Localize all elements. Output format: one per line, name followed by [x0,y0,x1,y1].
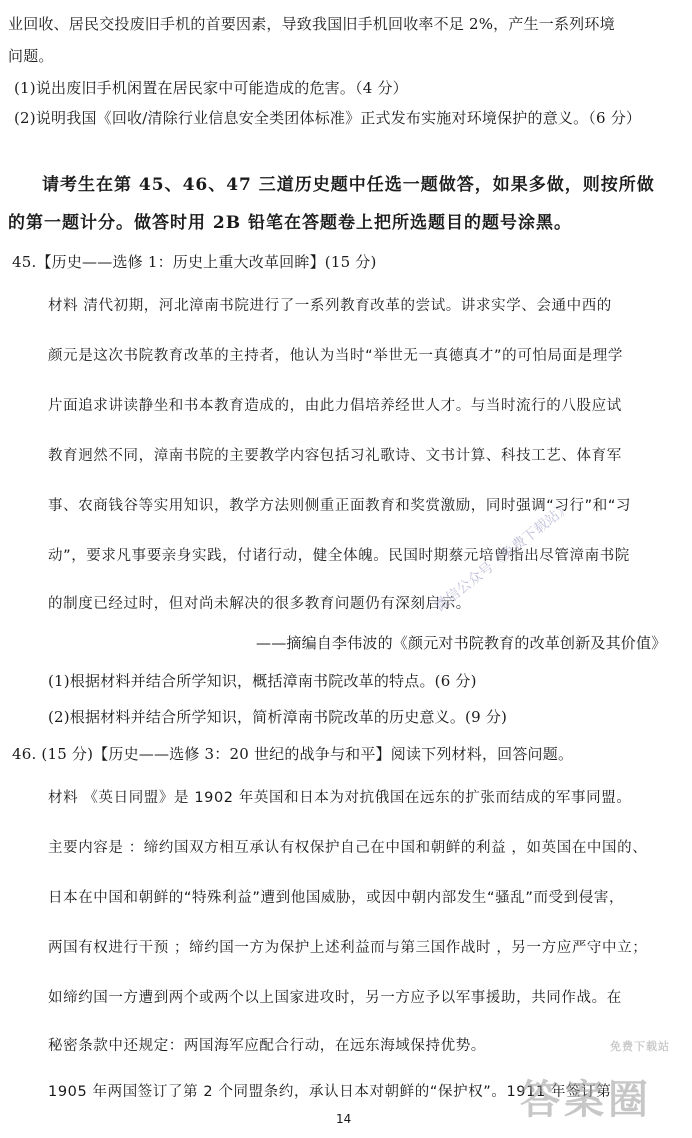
text-line: 问题。 [8,47,54,65]
material-line: 事、农商钱谷等实用知识，教学方法则侧重正面教育和奖赏激励，同时强调“习行”和“习 [48,498,632,514]
instruction-line: 请考生在第 45、46、47 三道历史题中任选一题做答，如果多做，则按所做 [42,175,655,195]
stamp-big-text: 答案圈 [520,1077,652,1123]
material-line: 两国有权进行干预 ；缔约国一方为保护上述利益而与第三国作战时 ，另一方应严守中立； [48,940,648,956]
material-line: 主要内容是 ：缔约国双方相互承认有权保护自己在中国和朝鲜的利益 ，如英国在中国的、 [48,840,648,856]
material-line: 日本在中国和朝鲜的“特殊利益”遭到他国威胁，或因中朝内部发生“骚乱”而受到侵害， [48,890,625,906]
material-line: 动”，要求凡事要亲身实践，付诸行动，健全体魄。民国时期蔡元培曾指出尽管漳南书院 [48,548,630,564]
material-line: 1905 年两国签订了第 2 个同盟条约，承认日本对朝鲜的“保护权”。1911 年签订第 [48,1084,612,1100]
stamp-small-text: 免费下载站 [610,1040,670,1053]
question-line: (1)根据材料并结合所学知识，概括漳南书院改革的特点。(6 分) [48,672,477,690]
material-line: 秘密条款中还规定：两国海军应配合行动，在远东海域保持优势。 [48,1038,486,1054]
material-line: 颜元是这次书院教育改革的主持者，他认为当时“举世无一真德真才”的可怕局面是理学 [48,348,623,364]
question-line: (2)说明我国《回收/清除行业信息安全类团体标准》正式发布实施对环境保护的意义。（6 分） [14,109,642,127]
question-heading: 45.【历史——选修 1：历史上重大改革回眸】(15 分) [12,253,377,271]
material-line: 教育迥然不同，漳南书院的主要教学内容包括习礼歌诗、文书计算、科技工艺、体育军 [48,448,622,464]
material-line: 片面追求讲读静坐和书本教育造成的，由此力倡培养经世人才。与当时流行的八股应试 [48,398,622,414]
question-line: (1)说出废旧手机闲置在居民家中可能造成的危害。（4 分） [14,79,408,97]
source-citation: ——摘编自李伟波的《颜元对书院教育的改革创新及其价值》 [256,634,667,652]
material-line: 材料 《英日同盟》是 1902 年英国和日本为对抗俄国在远东的扩张而结成的军事同盟。 [48,790,632,806]
question-heading: 46. (15 分)【历史——选修 3：20 世纪的战争与和平】阅读下列材料，回答问题。 [12,745,574,763]
page-number: 14 [336,1112,352,1126]
material-line: 如缔约国一方遭到两个或两个以上国家进攻时，另一方应予以军事援助，共同作战。在 [48,990,622,1006]
text-line: 业回收、居民交投废旧手机的首要因素，导致我国旧手机回收率不足 2%，产生一系列环境 [8,15,615,33]
watermark: 微信公众号《免费下载站》 [431,498,575,615]
instruction-line: 的第一题计分。做答时用 2B 铅笔在答题卷上把所选题目的题号涂黑。 [8,213,573,233]
site-stamp [520,1040,690,1138]
question-line: (2)根据材料并结合所学知识，简析漳南书院改革的历史意义。(9 分) [48,708,508,726]
material-line: 的制度已经过时，但对尚未解决的很多教育问题仍有深刻启示。 [48,596,471,612]
material-line: 材料 清代初期，河北漳南书院进行了一系列教育改革的尝试。讲求实学、会通中西的 [48,298,612,314]
